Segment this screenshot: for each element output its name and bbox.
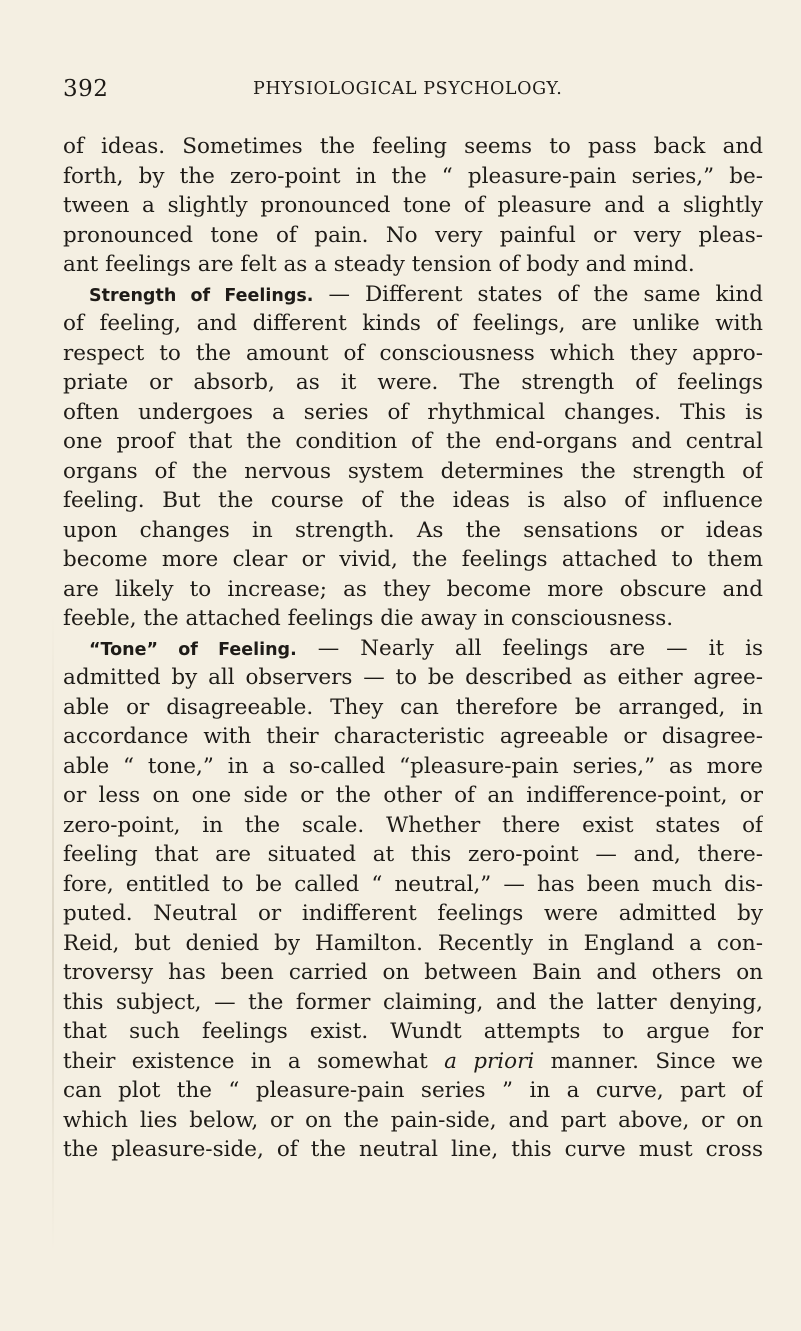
line-text: one proof that the condition of the end-organs and central bbox=[63, 429, 763, 454]
line-text: the pleasure-side, of the neutral line, this curve must cross bbox=[63, 1137, 763, 1162]
text-line bbox=[63, 398, 763, 428]
line-text: accordance with their characteristic agreeable or disagree- bbox=[63, 724, 763, 749]
text-line bbox=[63, 1047, 763, 1077]
line-text: admitted by all observers — to be described as either agree- bbox=[63, 665, 763, 690]
line-text: become more clear or vivid, the feelings attached to them bbox=[63, 547, 763, 572]
line-text: often undergoes a series of rhythmical changes. This is bbox=[63, 399, 763, 425]
text-line bbox=[63, 1106, 763, 1136]
text-line bbox=[63, 840, 763, 870]
line-text: able or disagreeable. They can therefore be arranged, in bbox=[63, 694, 763, 720]
line-text: of feeling, and different kinds of feelings, are unlike with bbox=[63, 311, 763, 336]
line-text: forth, by the zero-point in the “ pleasure-pain series,” be- bbox=[63, 163, 763, 189]
section-heading: Strength of Feelings. bbox=[89, 285, 314, 306]
line-text: zero-point, in the scale. Whether there exist states of bbox=[63, 812, 763, 838]
line-text: respect to the amount of consciousness which they appro- bbox=[63, 340, 763, 366]
running-head: PHYSIOLOGICAL PSYCHOLOGY. bbox=[253, 79, 563, 99]
line-text: feeling. But the course of the ideas is also of influence bbox=[63, 488, 763, 513]
text-line bbox=[63, 988, 763, 1018]
line-text: Reid, but denied by Hamilton. Recently in England a con- bbox=[63, 930, 763, 956]
line-text: organs of the nervous system determines the strength of bbox=[63, 458, 763, 484]
line-text: or less on one side or the other of an indifference-point, or bbox=[63, 783, 763, 808]
text-line bbox=[63, 1135, 763, 1165]
text-line bbox=[63, 486, 763, 516]
text-line bbox=[63, 191, 763, 221]
page-header bbox=[63, 76, 753, 106]
text-line bbox=[63, 280, 763, 310]
line-text: puted. Neutral or indifferent feelings were admitted by bbox=[63, 901, 763, 926]
text-line bbox=[63, 162, 763, 192]
italic-text: a priori bbox=[444, 1048, 535, 1074]
text-line bbox=[63, 457, 763, 487]
line-text: fore, entitled to be called “ neutral,” — has been much dis- bbox=[63, 871, 763, 897]
line-text: troversy has been carried on between Bain and others on bbox=[63, 960, 763, 985]
text-line bbox=[63, 427, 763, 457]
section-heading: “Tone” of Feeling. bbox=[89, 639, 297, 660]
text-line bbox=[63, 722, 763, 752]
line-text-after: manner. Since we bbox=[534, 1048, 763, 1074]
line-text: this subject, — the former claiming, and the latter denying, bbox=[63, 989, 763, 1015]
text-line bbox=[63, 663, 763, 693]
line-text: — Different states of the same kind bbox=[313, 281, 763, 307]
line-text: can plot the “ pleasure-pain series ” in a curve, part of bbox=[63, 1078, 763, 1103]
text-line bbox=[63, 1076, 763, 1106]
line-text: are likely to increase; as they become more obscure and bbox=[63, 576, 763, 602]
text-line bbox=[63, 634, 763, 664]
text-line bbox=[63, 545, 763, 575]
text-line bbox=[63, 575, 763, 605]
body-text bbox=[63, 132, 763, 1165]
text-line bbox=[63, 221, 763, 251]
text-line bbox=[63, 132, 763, 162]
line-text: their existence in a somewhat bbox=[63, 1048, 445, 1074]
text-line bbox=[63, 899, 763, 929]
text-line bbox=[63, 752, 763, 782]
line-text: which lies below, or on the pain-side, and part above, or on bbox=[63, 1107, 763, 1133]
line-text: that such feelings exist. Wundt attempts to argue for bbox=[63, 1019, 763, 1044]
line-text: of ideas. Sometimes the feeling seems to pass back and bbox=[63, 134, 763, 159]
line-text: feeling that are situated at this zero-point — and, there- bbox=[63, 842, 763, 867]
line-text: feeble, the attached feelings die away in consciousness. bbox=[63, 606, 674, 631]
text-line bbox=[63, 870, 763, 900]
page-number: 392 bbox=[63, 76, 109, 102]
page-edge-shadow bbox=[52, 612, 54, 1252]
line-text: upon changes in strength. As the sensations or ideas bbox=[63, 517, 763, 543]
text-line bbox=[63, 958, 763, 988]
line-text: tween a slightly pronounced tone of pleasure and a slightly bbox=[63, 193, 763, 218]
text-line bbox=[63, 604, 763, 634]
line-text: priate or absorb, as it were. The strength of feelings bbox=[63, 370, 763, 395]
text-line bbox=[63, 368, 763, 398]
text-line bbox=[63, 781, 763, 811]
line-text: — Nearly all feelings are — it is bbox=[296, 635, 763, 661]
text-line bbox=[63, 929, 763, 959]
line-text: pronounced tone of pain. No very painful or very pleas- bbox=[63, 222, 763, 248]
line-text: able “ tone,” in a so-called “pleasure-pain series,” as more bbox=[63, 753, 763, 779]
text-line bbox=[63, 693, 763, 723]
line-text: ant feelings are felt as a steady tension of body and mind. bbox=[63, 252, 695, 277]
text-line bbox=[63, 339, 763, 369]
text-line bbox=[63, 309, 763, 339]
text-line bbox=[63, 811, 763, 841]
text-line bbox=[63, 516, 763, 546]
text-line bbox=[63, 250, 763, 280]
text-line bbox=[63, 1017, 763, 1047]
